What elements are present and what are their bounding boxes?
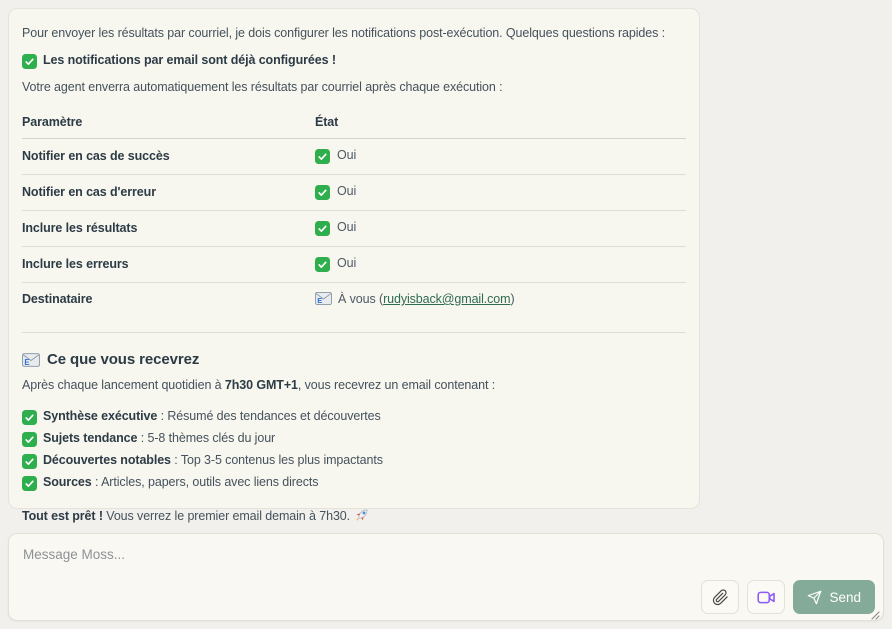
deliverables-list [22, 405, 686, 493]
rocket-icon [354, 507, 370, 523]
list-item: Synthèse exécutive : Résumé des tendances et découvertes [22, 405, 686, 427]
recipient-email-link[interactable]: rudyisback@gmail.com [383, 292, 511, 306]
email-icon [315, 292, 332, 305]
param-header: Paramètre [22, 111, 315, 139]
table-row: Inclure les résultats Oui [22, 211, 686, 247]
email-icon [22, 353, 40, 367]
check-icon [22, 454, 37, 469]
svg-text:E: E [24, 357, 30, 367]
intro-text: Pour envoyer les résultats par courriel, je dois configurer les notifications post-exécution. Quelques questions rapides : [22, 26, 666, 40]
state-header: État [315, 111, 686, 139]
table-row: Notifier en cas d'erreur Oui [22, 175, 686, 211]
video-camera-icon [757, 590, 776, 605]
check-icon [315, 149, 330, 164]
check-icon [22, 54, 37, 69]
send-button-label: Send [829, 589, 861, 605]
composer-actions [701, 580, 875, 614]
list-item: Découvertes notables : Top 3-5 contenus les plus impactants [22, 449, 686, 471]
table-row: Notifier en cas de succès Oui [22, 139, 686, 175]
table-header-row [22, 111, 686, 139]
check-icon [22, 410, 37, 425]
svg-text:E: E [317, 296, 323, 305]
settings-table [22, 111, 686, 333]
table-row: Inclure les erreurs Oui [22, 247, 686, 283]
list-item: Sources : Articles, papers, outils avec liens directs [22, 471, 686, 493]
configured-text: Les notifications par email sont déjà configurées ! [43, 53, 336, 67]
auto-line: Votre agent enverra automatiquement les résultats par courriel après chaque exécution : [22, 80, 503, 94]
table-row-recipient: Destinataire E À vous (rudyisback@gmail.com) [22, 283, 686, 333]
attach-button[interactable] [701, 580, 739, 614]
check-icon [22, 476, 37, 491]
assistant-message [8, 8, 700, 523]
configured-line [22, 51, 686, 70]
send-button[interactable] [793, 580, 875, 614]
check-icon [315, 185, 330, 200]
schedule-line: Après chaque lancement quotidien à 7h30 GMT+1, vous recevrez un email contenant : [22, 378, 496, 392]
list-item: Sujets tendance : 5-8 thèmes clés du jour [22, 427, 686, 449]
paperclip-icon [712, 589, 729, 606]
check-icon [315, 221, 330, 236]
ready-line: Tout est prêt ! Vous verrez le premier email demain à 7h30. [22, 507, 686, 526]
section-title [22, 351, 686, 368]
message-composer [8, 533, 884, 621]
resize-handle[interactable] [869, 607, 880, 618]
video-button[interactable] [747, 580, 785, 614]
check-icon [315, 257, 330, 272]
send-icon [807, 590, 822, 605]
check-icon [22, 432, 37, 447]
section-title-text: Ce que vous recevrez [47, 351, 200, 368]
